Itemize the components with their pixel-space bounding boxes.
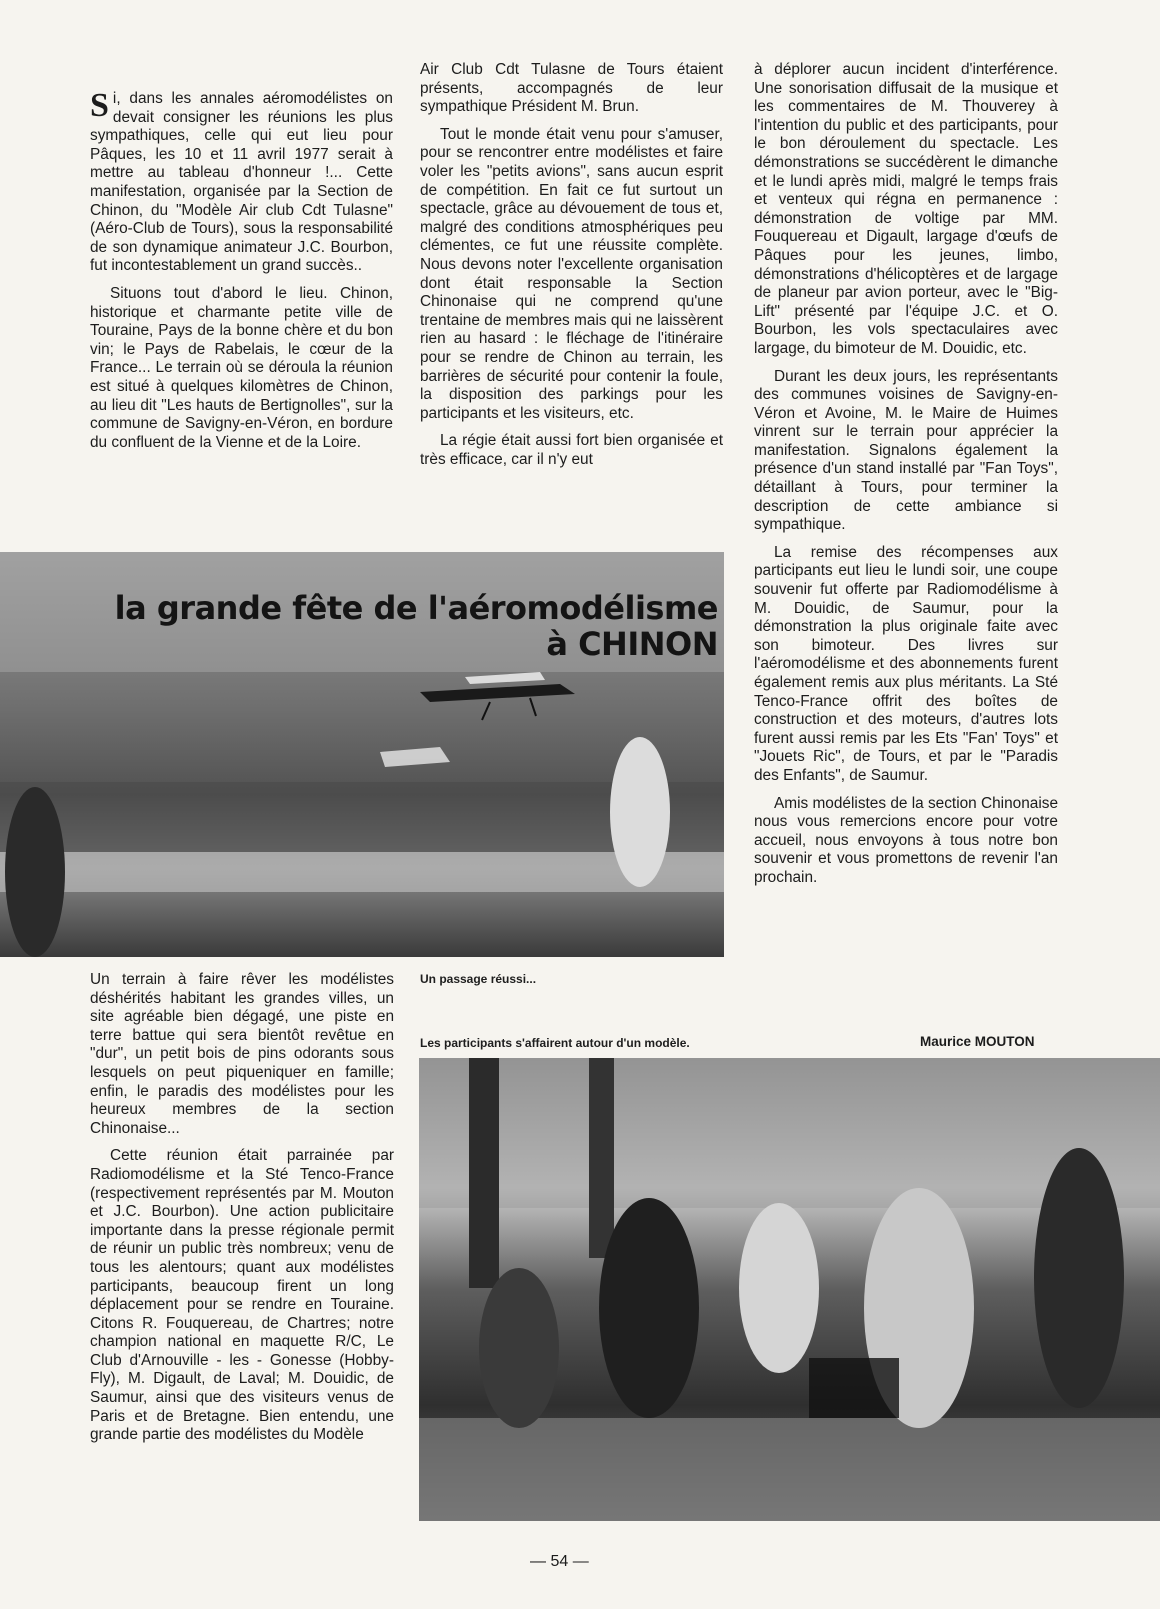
- participants-crowd-photo: [419, 1058, 1160, 1521]
- article-column-3: [754, 61, 1058, 897]
- drop-cap: S: [90, 87, 109, 124]
- paragraph: Un terrain à faire rêver les modélistes déshérités habitant les grandes villes, un site agréable bien dégagé, une piste en terre battue qui sera bientôt revêtue en "dur", un petit bois de pins odorants sous lesquels on peut piqueniquer en famille; enfin, le paradis des modélistes pour les heureux membres de la section Chinonaise...: [90, 971, 394, 1137]
- paragraph: La régie était aussi fort bien organisée et très efficace, car il n'y eut: [420, 432, 723, 468]
- photo-caption-top: Un passage réussi...: [420, 972, 537, 986]
- paragraph: à déplorer aucun incident d'interférence. Une sonorisation diffusait de la musique et les commentaires de M. Thouverey à l'intention du public et des participants, pour le bon déroulement du spectacle. Les démonstrations se succédèrent le dimanche et le lundi après midi, malgré le temps frais et venteux qui régna en permanence : démonstration de voltige par MM. Fouquereau et Digault, largage d'œufs de Pâques pour les jeunes, limbo, démonstrations d'hélicoptères et de largage de planeur par avion porteur, avec le "Big-Lift" présenté par l'équipe J.C. et O. Bourbon, les vols spectaculaires avec largage, du bimoteur de M. Douidic, etc.: [754, 61, 1058, 357]
- headline-line-1: la grande fête de l'aéromodélisme: [114, 589, 718, 627]
- paragraph: i, dans les annales aéromodélistes on devait consigner les réunions les plus sympathiques, celle qui eut lieu pour Pâques, les 10 et 11 avril 1977 serait à mettre au tableau d'honneur !... Cette manifestation, organisée par la Section de Chinon, du "Modèle Air club Cdt Tulasne" (Aéro-Club de Tours), sous la responsabilité de son dynamique animateur J.C. Bourbon, fut incontestablement un grand succès..: [90, 90, 393, 275]
- paragraph: Situons tout d'abord le lieu. Chinon, historique et charmante petite ville de Touraine, Pays de la bonne chère et du bon vin; le Pays de Rabelais, le cœur de la France... Le terrain où se déroula la réunion est situé à quelques kilomètres de Chinon, au lieu dit "Les hauts de Bertignolles", sur la commune de Savigny-en-Véron, en bordure du confluent de la Vienne et de la Loire.: [90, 284, 393, 451]
- article-column-2-top: [420, 61, 723, 478]
- page-number: — 54 —: [530, 1553, 589, 1570]
- author-signature: Maurice MOUTON: [920, 1034, 1035, 1049]
- article-column-1-bottom: [90, 971, 394, 1454]
- paragraph: Tout le monde était venu pour s'amuser, pour se rencontrer entre modélistes et faire voler les "petits avions", sans aucun esprit de compétition. En fait ce fut surtout un spectacle, grâce au dévouement de tous et, malgré des conditions atmosphériques peu clémentes, ce fut une réussite complète. Nous devons noter l'excellente organisation dont était responsable la Section Chinonaise qui ne comprend qu'une trentaine de membres mais qui ne laissèrent rien au hasard : le fléchage de l'itinéraire pour se rendre de Chinon au terrain, les barrières de sécurité pour contenir la foule, la disposition des parkings pour les participants et les visiteurs, etc.: [420, 125, 723, 422]
- paragraph: Air Club Cdt Tulasne de Tours étaient présents, accompagnés de leur sympathique Président M. Brun.: [420, 61, 723, 116]
- crowd-illustration: [419, 1058, 1160, 1521]
- paragraph: La remise des récompenses aux participants eut lieu le lundi soir, une coupe souvenir fut offerte par Radiomodélisme à M. Douidic, de Saumur, pour la démonstration la plus originale faite avec son bimoteur. Des livres sur l'aéromodélisme et des abonnements furent également remis aux plus méritants. La Sté Tenco-France offrit des boîtes de construction et des moteurs, d'autres lots furent aussi remis par les Ets "Fan' Toys" et "Jouets Ric", de Tours, et par le "Paradis des Enfants", de Saumur.: [754, 543, 1058, 784]
- paragraph: Amis modélistes de la section Chinonaise nous vous remercions encore pour votre accueil, nous envoyons à tous notre bon souvenir et vous promettons de revenir l'an prochain.: [754, 794, 1059, 886]
- paragraph: Durant les deux jours, les représentants des communes voisines de Savigny-en-Véron et Avoine, M. le Maire de Huimes vinrent sur le terrain pour apprécier la manifestation. Signalons également la présence d'un stand installé par "Fan Toys", détaillant à Tours, pour terminer la description de cette ambiance si sympathique.: [754, 367, 1058, 534]
- paragraph: Cette réunion était parrainée par Radiomodélisme et la Sté Tenco-France (respectivement représentés par M. Mouton et J.C. Bourbon). Une action publicitaire importante dans la presse régionale permit de réunir un public très nombreux; venu de tous les alentours; quant aux modélistes participants, beaucoup firent un long déplacement pour se rendre en Touraine. Citons R. Fouquereau, de Chartres; notre champion national en maquette R/C, Le Club d'Arnouville - les - Gonesse (Hobby-Fly), M. Digault, de Laval; M. Douidic, de Saumur, ainsi que des visiteurs venus de Paris et de Bretagne. Bien entendu, une grande partie des modélistes du Modèle: [90, 1147, 394, 1444]
- headline-line-2: à CHINON: [546, 625, 718, 663]
- model-airplane-icon: [420, 672, 575, 720]
- article-column-1-top: [90, 87, 393, 461]
- photo-caption-bottom: Les participants s'affairent autour d'un modèle.: [420, 1036, 690, 1050]
- article-headline: [100, 590, 718, 662]
